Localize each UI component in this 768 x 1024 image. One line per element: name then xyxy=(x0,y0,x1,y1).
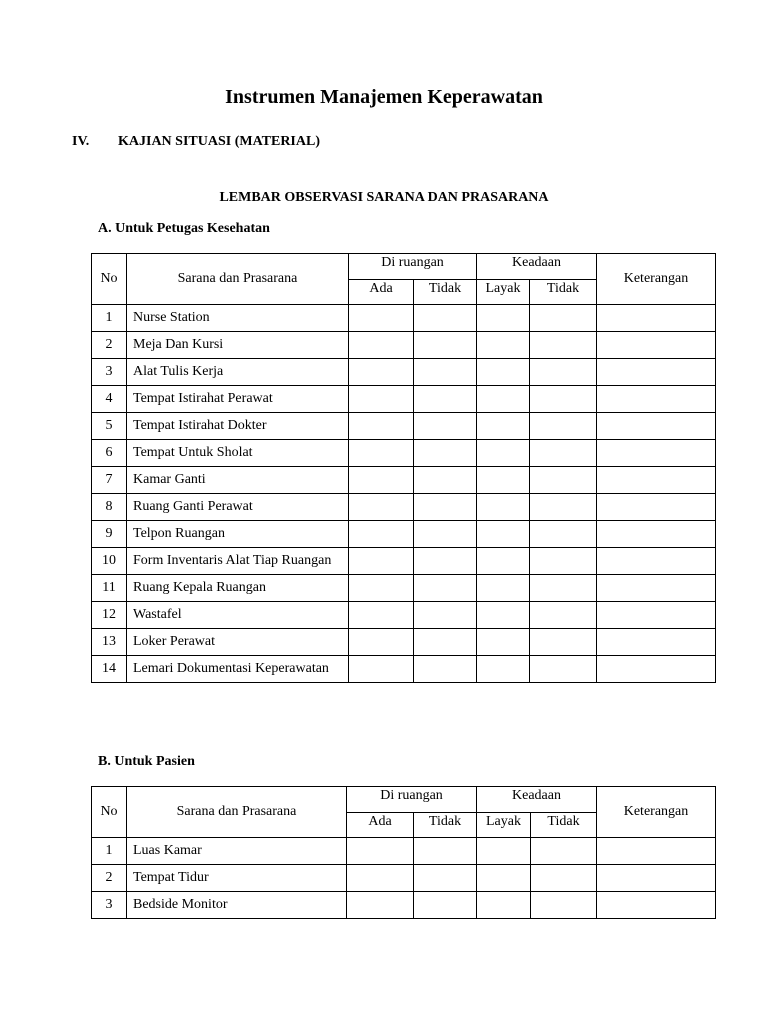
tidak-cell xyxy=(414,332,477,359)
layak-cell xyxy=(477,494,530,521)
tidak-layak-cell xyxy=(530,413,597,440)
table-row xyxy=(92,521,716,548)
facility-name: Tempat Untuk Sholat xyxy=(127,440,349,467)
ada-cell xyxy=(349,305,414,332)
keterangan-cell xyxy=(597,865,716,892)
ada-cell xyxy=(349,413,414,440)
header-ada: Ada xyxy=(349,280,414,305)
row-number: 1 xyxy=(92,838,127,865)
row-number: 11 xyxy=(92,575,127,602)
facility-name: Meja Dan Kursi xyxy=(127,332,349,359)
tidak-layak-cell xyxy=(530,548,597,575)
ada-cell xyxy=(349,602,414,629)
header-keadaan: Keadaan xyxy=(477,787,597,813)
layak-cell xyxy=(477,467,530,494)
document-title: Instrumen Manajemen Keperawatan xyxy=(225,86,543,108)
row-number: 5 xyxy=(92,413,127,440)
tidak-layak-cell xyxy=(530,575,597,602)
table-row xyxy=(92,467,716,494)
keterangan-cell xyxy=(597,521,716,548)
tidak-cell xyxy=(414,575,477,602)
facility-name: Bedside Monitor xyxy=(127,892,347,919)
layak-cell xyxy=(477,892,531,919)
ada-cell xyxy=(347,865,414,892)
table-row xyxy=(92,359,716,386)
layak-cell xyxy=(477,386,530,413)
facility-name: Kamar Ganti xyxy=(127,467,349,494)
tidak-layak-cell xyxy=(531,892,597,919)
facility-name: Nurse Station xyxy=(127,305,349,332)
keterangan-cell xyxy=(597,892,716,919)
header-sarana: Sarana dan Prasarana xyxy=(127,254,349,305)
ada-cell xyxy=(349,656,414,683)
section-title: KAJIAN SITUASI (MATERIAL) xyxy=(118,134,320,149)
layak-cell xyxy=(477,440,530,467)
ada-cell xyxy=(349,386,414,413)
row-number: 2 xyxy=(92,332,127,359)
tidak-layak-cell xyxy=(530,332,597,359)
tidak-cell xyxy=(414,521,477,548)
layak-cell xyxy=(477,521,530,548)
tidak-cell xyxy=(414,305,477,332)
row-number: 3 xyxy=(92,892,127,919)
keterangan-cell xyxy=(597,467,716,494)
keterangan-cell xyxy=(597,332,716,359)
tidak-cell xyxy=(414,413,477,440)
row-number: 9 xyxy=(92,521,127,548)
row-number: 3 xyxy=(92,359,127,386)
header-tidak-layak: Tidak xyxy=(531,813,597,838)
ada-cell xyxy=(349,575,414,602)
table-row xyxy=(92,838,716,865)
layak-cell xyxy=(477,865,531,892)
sheet-subtitle: LEMBAR OBSERVASI SARANA DAN PRASARANA xyxy=(219,190,549,205)
tidak-cell xyxy=(414,629,477,656)
tidak-cell xyxy=(414,838,477,865)
table-row xyxy=(92,305,716,332)
keterangan-cell xyxy=(597,386,716,413)
tidak-cell xyxy=(414,548,477,575)
table-row xyxy=(92,386,716,413)
layak-cell xyxy=(477,413,530,440)
table-row xyxy=(92,656,716,683)
layak-cell xyxy=(477,656,530,683)
keterangan-cell xyxy=(597,359,716,386)
facility-name: Tempat Istirahat Dokter xyxy=(127,413,349,440)
tidak-cell xyxy=(414,359,477,386)
facility-name: Tempat Istirahat Perawat xyxy=(127,386,349,413)
ada-cell xyxy=(347,892,414,919)
tidak-layak-cell xyxy=(530,521,597,548)
ada-cell xyxy=(349,440,414,467)
tidak-cell xyxy=(414,494,477,521)
facility-name: Luas Kamar xyxy=(127,838,347,865)
row-number: 10 xyxy=(92,548,127,575)
row-number: 13 xyxy=(92,629,127,656)
layak-cell xyxy=(477,602,530,629)
tidak-layak-cell xyxy=(530,359,597,386)
ada-cell xyxy=(349,494,414,521)
tidak-layak-cell xyxy=(530,467,597,494)
layak-cell xyxy=(477,332,530,359)
layak-cell xyxy=(477,838,531,865)
keterangan-cell xyxy=(597,602,716,629)
tidak-layak-cell xyxy=(530,440,597,467)
header-layak: Layak xyxy=(477,813,531,838)
row-number: 2 xyxy=(92,865,127,892)
header-no: No xyxy=(92,787,127,838)
tidak-cell xyxy=(414,440,477,467)
row-number: 8 xyxy=(92,494,127,521)
header-di-ruangan: Di ruangan xyxy=(349,254,477,280)
table-row xyxy=(92,440,716,467)
ada-cell xyxy=(349,629,414,656)
keterangan-cell xyxy=(597,656,716,683)
tidak-layak-cell xyxy=(530,656,597,683)
keterangan-cell xyxy=(597,629,716,656)
keterangan-cell xyxy=(597,494,716,521)
layak-cell xyxy=(477,359,530,386)
tidak-cell xyxy=(414,892,477,919)
facility-name: Form Inventaris Alat Tiap Ruangan xyxy=(127,548,349,575)
ada-cell xyxy=(349,359,414,386)
header-sarana: Sarana dan Prasarana xyxy=(127,787,347,838)
table-row xyxy=(92,494,716,521)
facility-name: Wastafel xyxy=(127,602,349,629)
section-number: IV. xyxy=(72,134,90,149)
patient-rows xyxy=(92,838,716,919)
keterangan-cell xyxy=(597,838,716,865)
header-tidak-layak: Tidak xyxy=(530,280,597,305)
facility-name: Ruang Ganti Perawat xyxy=(127,494,349,521)
facility-name: Alat Tulis Kerja xyxy=(127,359,349,386)
tidak-layak-cell xyxy=(531,865,597,892)
table-row xyxy=(92,865,716,892)
tidak-layak-cell xyxy=(530,386,597,413)
observation-table-patient xyxy=(91,786,716,919)
part-b-heading: B. Untuk Pasien xyxy=(98,754,195,769)
tidak-cell xyxy=(414,656,477,683)
keterangan-cell xyxy=(597,413,716,440)
header-keadaan: Keadaan xyxy=(477,254,597,280)
table-row xyxy=(92,575,716,602)
table-row xyxy=(92,548,716,575)
header-keterangan: Keterangan xyxy=(597,787,716,838)
layak-cell xyxy=(477,629,530,656)
table-row xyxy=(92,629,716,656)
header-ada: Ada xyxy=(347,813,414,838)
row-number: 14 xyxy=(92,656,127,683)
ada-cell xyxy=(349,521,414,548)
header-tidak: Tidak xyxy=(414,813,477,838)
ada-cell xyxy=(349,332,414,359)
header-di-ruangan: Di ruangan xyxy=(347,787,477,813)
row-number: 6 xyxy=(92,440,127,467)
row-number: 4 xyxy=(92,386,127,413)
tidak-layak-cell xyxy=(530,629,597,656)
row-number: 1 xyxy=(92,305,127,332)
tidak-layak-cell xyxy=(530,494,597,521)
row-number: 12 xyxy=(92,602,127,629)
tidak-cell xyxy=(414,602,477,629)
facility-name: Loker Perawat xyxy=(127,629,349,656)
tidak-cell xyxy=(414,865,477,892)
layak-cell xyxy=(477,548,530,575)
table-row xyxy=(92,332,716,359)
layak-cell xyxy=(477,575,530,602)
observation-table-staff xyxy=(91,253,716,683)
ada-cell xyxy=(347,838,414,865)
row-number: 7 xyxy=(92,467,127,494)
header-layak: Layak xyxy=(477,280,530,305)
facility-name: Lemari Dokumentasi Keperawatan xyxy=(127,656,349,683)
tidak-cell xyxy=(414,467,477,494)
table-row xyxy=(92,892,716,919)
keterangan-cell xyxy=(597,440,716,467)
staff-rows xyxy=(92,305,716,683)
tidak-layak-cell xyxy=(530,305,597,332)
facility-name: Ruang Kepala Ruangan xyxy=(127,575,349,602)
layak-cell xyxy=(477,305,530,332)
header-keterangan: Keterangan xyxy=(597,254,716,305)
tidak-layak-cell xyxy=(530,602,597,629)
table-row xyxy=(92,602,716,629)
header-no: No xyxy=(92,254,127,305)
facility-name: Telpon Ruangan xyxy=(127,521,349,548)
keterangan-cell xyxy=(597,575,716,602)
tidak-layak-cell xyxy=(531,838,597,865)
table-row xyxy=(92,413,716,440)
ada-cell xyxy=(349,548,414,575)
keterangan-cell xyxy=(597,548,716,575)
ada-cell xyxy=(349,467,414,494)
keterangan-cell xyxy=(597,305,716,332)
part-a-heading: A. Untuk Petugas Kesehatan xyxy=(98,221,270,236)
facility-name: Tempat Tidur xyxy=(127,865,347,892)
tidak-cell xyxy=(414,386,477,413)
header-tidak: Tidak xyxy=(414,280,477,305)
